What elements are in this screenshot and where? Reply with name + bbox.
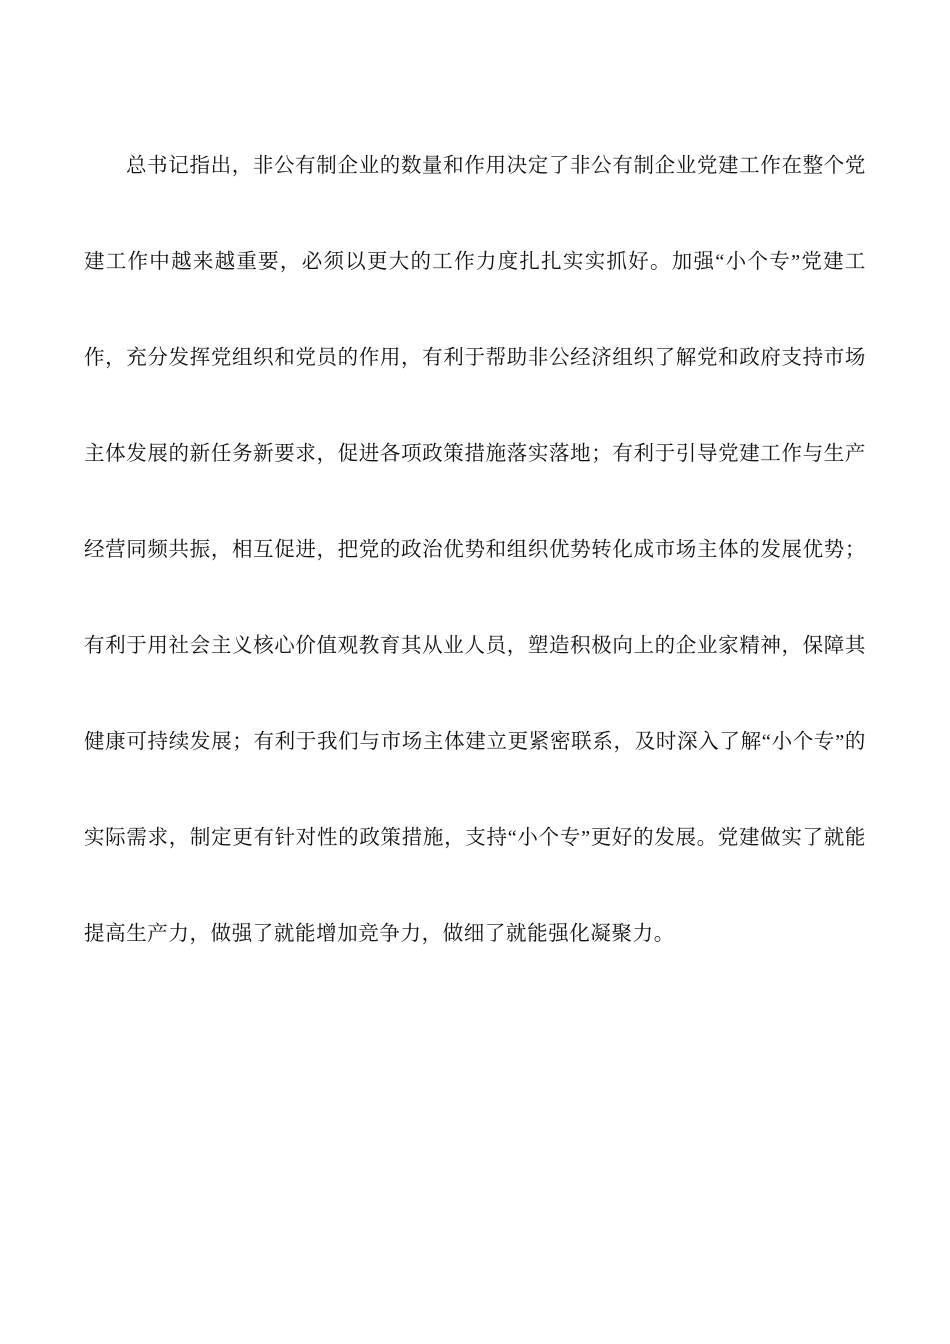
document-body (84, 118, 866, 982)
paragraph: 总书记指出，非公有制企业的数量和作用决定了非公有制企业党建工作在整个党建工作中越来越重要，必须以更大的工作力度扎扎实实抓好。加强“小个专”党建工作，充分发挥党组织和党员的作用，有利于帮助非公经济组织了解党和政府支持市场主体发展的新任务新要求，促进各项政策措施落实落地；有利于引导党建工作与生产经营同频共振，相互促进，把党的政治优势和组织优势转化成市场主体的发展优势；有利于用社会主义核心价值观教育其从业人员，塑造积极向上的企业家精神，保障其健康可持续发展；有利于我们与市场主体建立更紧密联系，及时深入了解“小个专”的实际需求，制定更有针对性的政策措施，支持“小个专”更好的发展。党建做实了就能提高生产力，做强了就能增加竞争力，做细了就能强化凝聚力。 (84, 155, 866, 945)
